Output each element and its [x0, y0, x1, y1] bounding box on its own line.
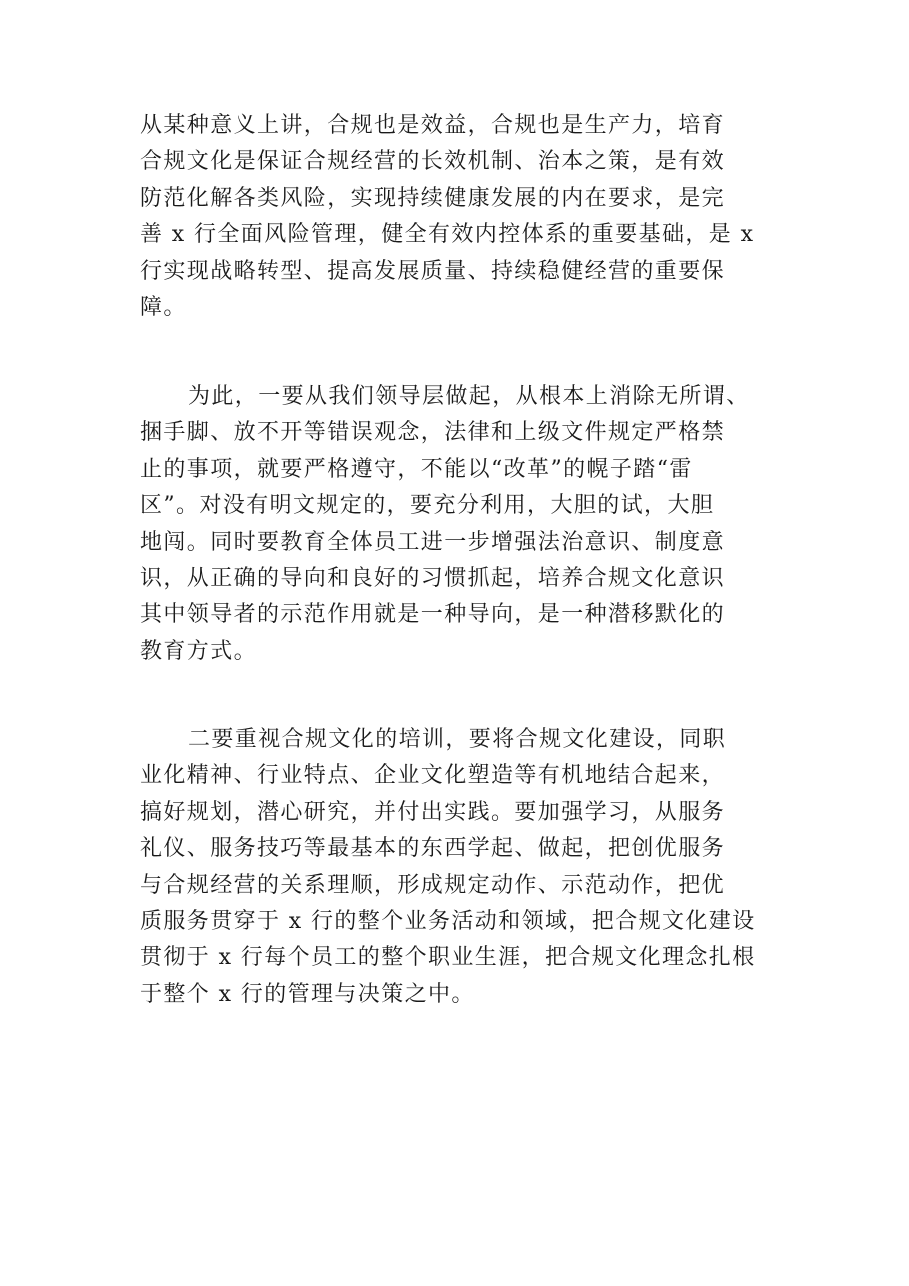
paragraph-3: [140, 722, 800, 1013]
paragraph-line: 于整个 x 行的管理与决策之中。: [140, 981, 475, 1007]
paragraph-line: 贯彻于 x 行每个员工的整个职业生涯，把合规文化理念扎根: [140, 945, 756, 971]
paragraph-line: 合规文化是保证合规经营的长效机制、治本之策，是有效: [140, 149, 726, 175]
paragraph-line: 为此，一要从我们领导层做起，从根本上消除无所谓、: [188, 384, 750, 409]
paragraph-line: 搞好规划，潜心研究，并付出实践。要加强学习，从服务: [140, 799, 726, 825]
paragraph-line: 从某种意义上讲，合规也是效益，合规也是生产力，培育: [140, 113, 726, 138]
paragraph-line: 其中领导者的示范作用就是一种导向，是一种潜移默化的: [140, 602, 726, 628]
paragraph-line: 业化精神、行业特点、企业文化塑造等有机地结合起来，: [140, 763, 726, 789]
paragraph-line: 止的事项，就要严格遵守，不能以“改革”的幌子踏“雷: [140, 456, 693, 482]
paragraph-2: [140, 379, 800, 670]
paragraph-1: [140, 108, 800, 326]
paragraph-line: 障。: [140, 295, 187, 321]
paragraph-line: 二要重视合规文化的培训，要将合规文化建设，同职: [188, 727, 727, 752]
paragraph-line: 行实现战略转型、提高发展质量、持续稳健经营的重要保: [140, 258, 726, 284]
paragraph-line: 区”。对没有明文规定的，要充分利用，大胆的试，大胆: [140, 493, 715, 519]
paragraph-line: 识，从正确的导向和良好的习惯抓起，培养合规文化意识: [140, 566, 726, 592]
paragraph-line: 与合规经营的关系理顺，形成规定动作、示范动作，把优: [140, 872, 726, 898]
paragraph-line: 地闯。同时要教育全体员工进一步增强法治意识、制度意: [140, 529, 726, 555]
paragraph-line: 礼仪、服务技巧等最基本的东西学起、做起，把创优服务: [140, 836, 726, 862]
paragraph-line: 防范化解各类风险，实现持续健康发展的内在要求，是完: [140, 185, 726, 211]
paragraph-line: 教育方式。: [140, 638, 258, 664]
paragraph-line: 质服务贯穿于 x 行的整个业务活动和领域，把合规文化建设: [140, 909, 756, 935]
paragraph-line: 善 x 行全面风险管理，健全有效内控体系的重要基础，是 x: [140, 222, 755, 248]
paragraph-line: 捆手脚、放不开等错误观念，法律和上级文件规定严格禁: [140, 420, 726, 446]
